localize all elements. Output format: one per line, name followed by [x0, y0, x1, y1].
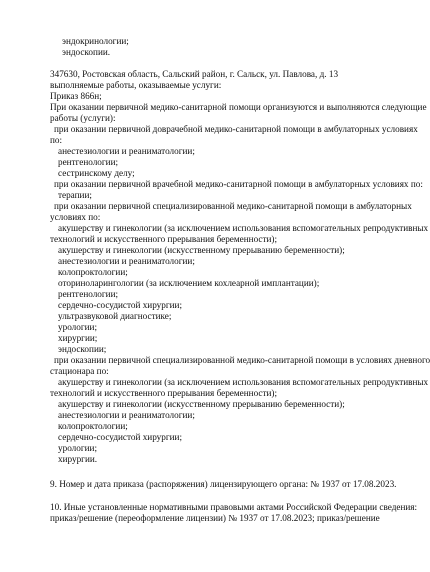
text-line: при оказании первичной специализированной медико-санитарной помощи в амбулаторных — [54, 201, 412, 211]
text-line: акушерству и гинекологии (за исключением использования вспомогательных репродуктивных — [58, 223, 429, 233]
text-line: оториноларингологии (за исключением кохлеарной имплантации); — [58, 278, 320, 288]
text-line: урологии; — [58, 322, 97, 332]
text-line: стационара по: — [50, 366, 109, 376]
text-line: анестезиологии и реаниматологии; — [58, 410, 195, 420]
text-line: при оказании первичной врачебной медико-санитарной помощи в амбулаторных условиях по: — [54, 179, 423, 189]
order-info-line: 9. Номер и дата приказа (распоряжения) лицензирующего органа: № 1937 от 17.08.2023. — [50, 479, 397, 489]
text-line: при оказании первичной доврачебной медико-санитарной помощи в амбулаторных условиях — [54, 124, 418, 134]
text-line: эндокринологии; — [62, 36, 129, 46]
text-line: Приказ 866н; — [50, 91, 102, 101]
text-line: При оказании первичной медико-санитарной помощи организуются и выполняются следующие — [50, 102, 427, 112]
text-line: хирургии. — [58, 454, 98, 464]
text-line: эндоскопии; — [58, 344, 107, 354]
text-line: акушерству и гинекологии (искусственному прерыванию беременности); — [58, 245, 345, 255]
text-line: по: — [50, 135, 63, 145]
text-line: сердечно-сосудистой хирургии; — [58, 432, 183, 442]
text-line: анестезиологии и реаниматологии; — [58, 256, 195, 266]
text-line: анестезиологии и реаниматологии; — [58, 146, 195, 156]
text-line: хирургии; — [58, 333, 98, 343]
text-line: выполняемые работы, оказываемые услуги: — [50, 80, 222, 90]
text-line: рентгенологии; — [58, 157, 119, 167]
text-line: колопроктологии; — [58, 421, 128, 431]
text-line: сердечно-сосудистой хирургии; — [58, 300, 183, 310]
text-line: терапии; — [58, 190, 92, 200]
text-line: рентгенологии; — [58, 289, 119, 299]
text-line: условиях по: — [50, 212, 101, 222]
other-info-line: 10. Иные установленные нормативными правовыми актами Российской Федерации сведения: — [50, 502, 418, 512]
text-line: эндоскопии. — [62, 47, 111, 57]
text-line: работы (услуги): — [50, 113, 116, 123]
text-line: приказ/решение (переоформление лицензии) № 1937 от 17.08.2023; приказ/решение — [50, 513, 380, 523]
text-line: акушерству и гинекологии (за исключением использования вспомогательных репродуктивных — [58, 377, 429, 387]
text-line: ультразвуковой диагностике; — [58, 311, 172, 321]
text-line: акушерству и гинекологии (искусственному прерыванию беременности); — [58, 399, 345, 409]
text-line: колопроктологии; — [58, 267, 128, 277]
text-line: сестринскому делу; — [58, 168, 135, 178]
text-line: урологии; — [58, 443, 97, 453]
address-line: 347630, Ростовская область, Сальский район, г. Сальск, ул. Павлова, д. 13 — [50, 69, 339, 79]
text-line: технологий и искусственного прерывания беременности); — [50, 234, 278, 244]
text-line: технологий и искусственного прерывания беременности); — [50, 388, 278, 398]
text-line: при оказании первичной специализированной медико-санитарной помощи в условиях дневного — [54, 355, 430, 365]
